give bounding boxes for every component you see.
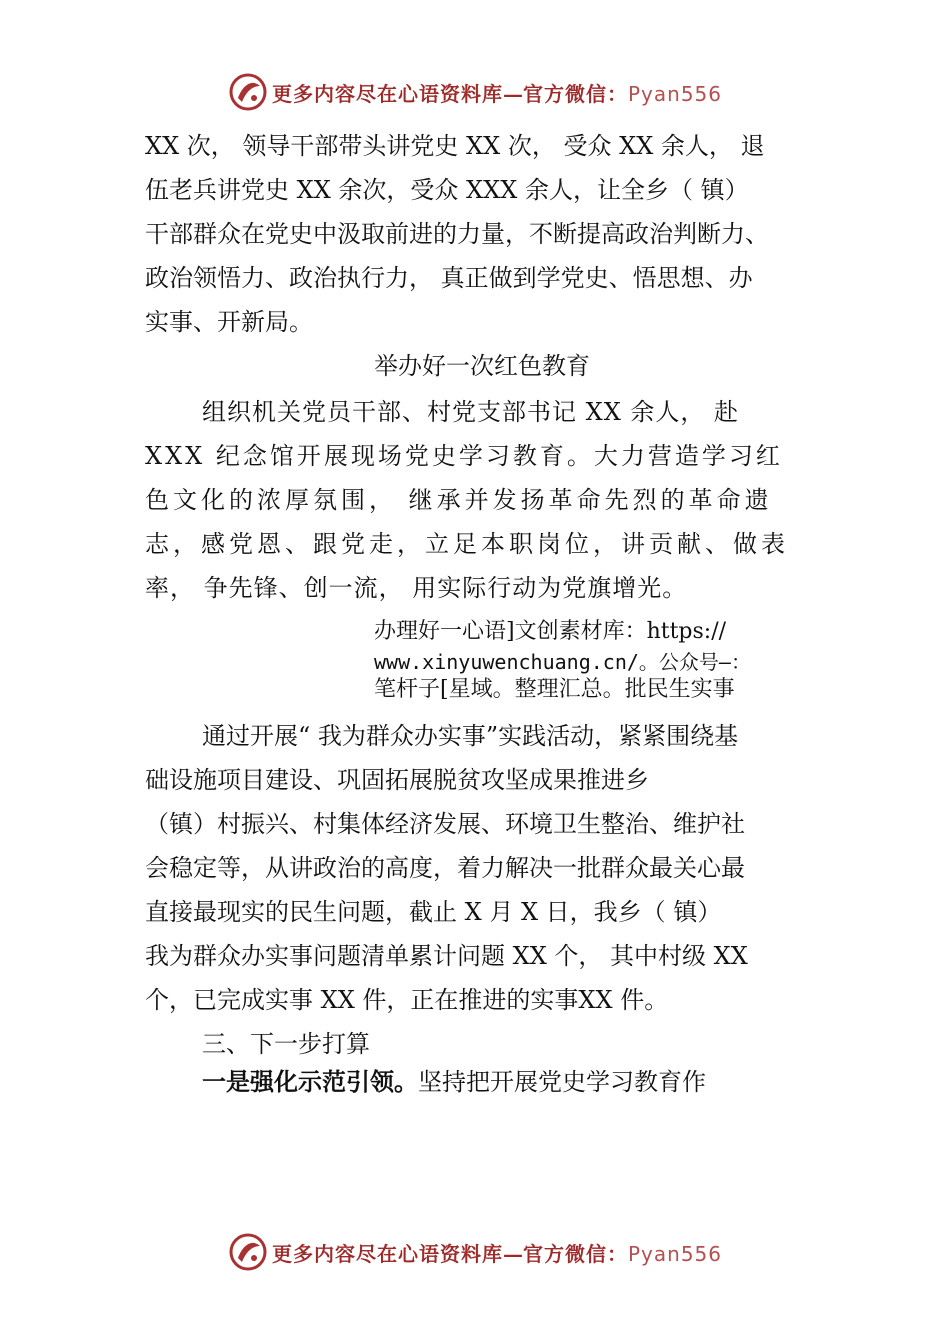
watermark-text: 更多内容尽在心语资料库—官方微信：Pyan556 — [272, 81, 723, 106]
text-line: 通过开展“ 我为群众办实事”实践活动，紧紧围绕基 — [202, 722, 739, 750]
text-line: 会稳定等，从讲政治的高度，着力解决一批群众最关心最 — [145, 854, 745, 882]
text-line: XXX 纪念馆开展现场党史学习教育。大力营造学习红 — [145, 442, 783, 470]
text-line: 组织机关党员干部、村党支部书记 XX 余人， 赴 — [202, 398, 740, 426]
text-line — [202, 1066, 706, 1098]
footer-watermark — [228, 1232, 722, 1272]
text-line: 实事、开新局。 — [145, 308, 313, 336]
text-rest: 坚持把开展党史学习教育作 — [418, 1068, 706, 1096]
text-line: 础设施项目建设、巩固拓展脱贫攻坚成果推进乡 — [145, 766, 649, 794]
watermark-text: 更多内容尽在心语资料库—官方微信：Pyan556 — [272, 1241, 723, 1266]
text-line: XX 次， 领导干部带头讲党史 XX 次， 受众 XX 余人， 退 — [145, 132, 765, 160]
text-line: 个，已完成实事 XX 件，正在推进的实事XX 件。 — [145, 986, 669, 1014]
text-line: 志，感党恩、跟党走，立足本职岗位，讲贡献、做表 — [145, 530, 789, 558]
text-line: 伍老兵讲党史 XX 余次，受众 XXX 余人，让全乡（ 镇） — [145, 176, 749, 204]
text-line: 我为群众办实事问题清单累计问题 XX 个， 其中村级 XX — [145, 942, 748, 970]
bold-lead: 一是强化示范引领。 — [202, 1068, 418, 1096]
source-note-line: 笔杆子[星域。整理汇总。批民生实事 — [374, 677, 735, 702]
logo-icon — [228, 1232, 268, 1272]
source-note-line: 办理好一心语]文创素材库：https:// — [374, 619, 727, 644]
source-note-line: www.xinyuwenchuang.cn/。公众号—： — [374, 650, 751, 674]
text-line: 政治领悟力、政治执行力， 真正做到学党史、悟思想、办 — [145, 264, 753, 292]
text-line: 干部群众在党史中汲取前进的力量，不断提高政治判断力、 — [145, 220, 769, 248]
text-line: 率， 争先锋、创一流， 用实际行动为党旗增光。 — [145, 574, 688, 602]
logo-icon — [228, 72, 268, 112]
text-line: 直接最现实的民生问题，截止 X 月 X 日，我乡（ 镇） — [145, 898, 722, 926]
text-line: （镇）村振兴、村集体经济发展、环境卫生整治、维护社 — [145, 810, 745, 838]
text-line: 色文化的浓厚氛围， 继承并发扬革命先烈的革命遗 — [145, 486, 773, 514]
section-heading: 三、下一步打算 — [202, 1030, 370, 1058]
header-watermark — [228, 72, 722, 112]
section-heading: 举办好一次红色教育 — [374, 352, 590, 380]
